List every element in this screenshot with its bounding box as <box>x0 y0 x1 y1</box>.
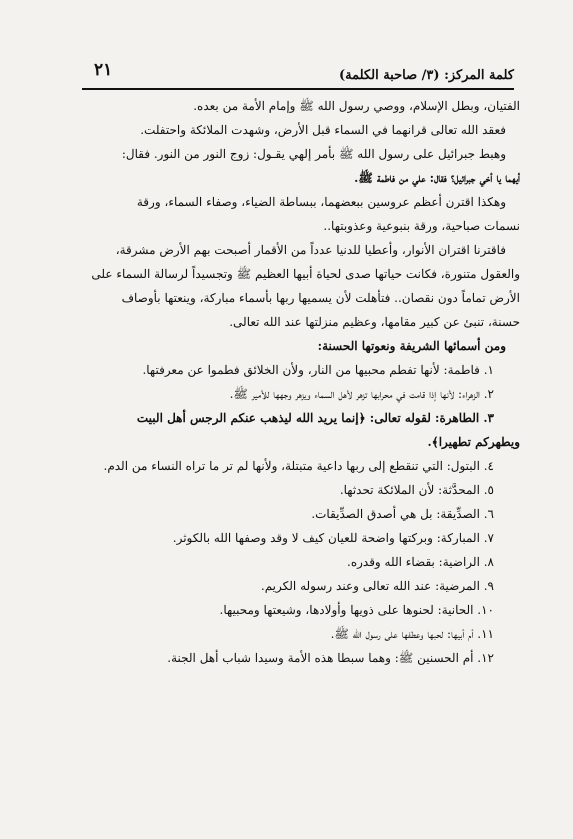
list-item-batul: ٤. البتول: التي تنقطع إلى ربها داعية متبتلة، ولأنها لم تر ما تراه النساء من الدم. <box>103 459 494 473</box>
list-item-haniya: ١٠. الحانية: لحنوها على ذويها وأولادها، وشيعتها ومحبيها. <box>219 603 494 617</box>
list-item-tahira-continued: ويطهركم تطهيرا﴾. <box>427 435 520 449</box>
list-item-siddiqa: ٦. الصدِّيقة: بل هي أصدق الصدِّيقات. <box>311 507 494 521</box>
list-item-mubaraka: ٧. المباركة: وبركتها واضحة للعيان كيف لا وقد وصفها الله بالكوثر. <box>172 531 494 545</box>
chapter-title: كلمة المركز: (٣/ صاحبة الكلمة) <box>338 68 514 83</box>
list-item-fatima: ١. فاطمة: لأنها تفطم محبيها من النار، ولأن الخلائق فطموا عن معرفتها. <box>142 363 494 377</box>
paragraph-line: وهبط جبرائيل على رسول الله ﷺ بأمر إلهي يقـول: زوج النور من النور. فقال: <box>121 147 506 161</box>
list-item-umm-hasanayn: ١٢. أم الحسنين ﷺ: وهما سبطا هذه الأمة وسيدا شباب أهل الجنة. <box>167 651 494 665</box>
list-item-umm-abiha: ١١. أم أبيها: لحبها وعطفها على رسول الله ﷺ. <box>330 627 494 641</box>
list-item-radiya: ٨. الراضية: بقضاء الله وقدره. <box>347 555 494 569</box>
paragraph-line: وهكذا اقترن أعظم عروسين ببعضهما، ببساطة الضياء، وصفاء السماء، ورقة <box>136 195 506 209</box>
page-header <box>82 58 514 88</box>
list-item-mardiya: ٩. المرضية: عند الله تعالى وعند رسوله الكريم. <box>260 579 494 593</box>
paragraph-line: أيهما يا أخي جبرائيل؟ فقال: علي من فاطمة ﷺ. <box>354 171 520 185</box>
paragraph-line: الأرض تماماً دون نقصان.. فتأهلت لأن يسميها ربها بأسماء مباركة، وينعتها بأوصاف <box>121 291 520 305</box>
list-item-tahira: ٣. الطاهرة: لقوله تعالى: ﴿إنما يريد الله ليذهب عنكم الرجس أهل البيت <box>136 411 494 425</box>
list-item-zahra: ٢. الزهراء: لأنها إذا قامت في محرابها تزهر لأهل السماء ويزهر وجهها للأمير ﷺ. <box>229 387 494 401</box>
paragraph-line: فعقد الله تعالى قرانهما في السماء قبل الأرض، وشهدت الملائكة واحتفلت. <box>140 123 506 137</box>
header-divider <box>82 88 514 90</box>
paragraph-line: فاقترنا اقتران الأنوار، وأعطيا للدنيا عدداً من الأقمار أصبحت بهم الأرض مشرقة، <box>115 243 506 257</box>
paragraph-line: حسنة، تنبئ عن كبير مقامها، وعظيم منزلتها عند الله تعالى. <box>229 315 520 329</box>
list-item-muhaddatha: ٥. المحدَّثة: لأن الملائكة تحدثها. <box>339 483 494 497</box>
page-number: ٢١ <box>94 60 113 80</box>
section-heading: ومن أسمائها الشريفة ونعوتها الحسنة: <box>317 339 506 353</box>
page-body <box>62 94 520 670</box>
paragraph-line: الفتيان، وبطل الإسلام، ووصي رسول الله ﷺ وإمام الأمة من بعده. <box>193 99 520 113</box>
paragraph-line: والعقول متنورة، فكانت حياتها صدى لحياة أبيها العظيم ﷺ وتجسيداً لرسالة السماء على <box>91 267 520 281</box>
paragraph-line: نسمات صباحية، ورقة بنبوعية وعذوبتها.. <box>323 219 520 233</box>
